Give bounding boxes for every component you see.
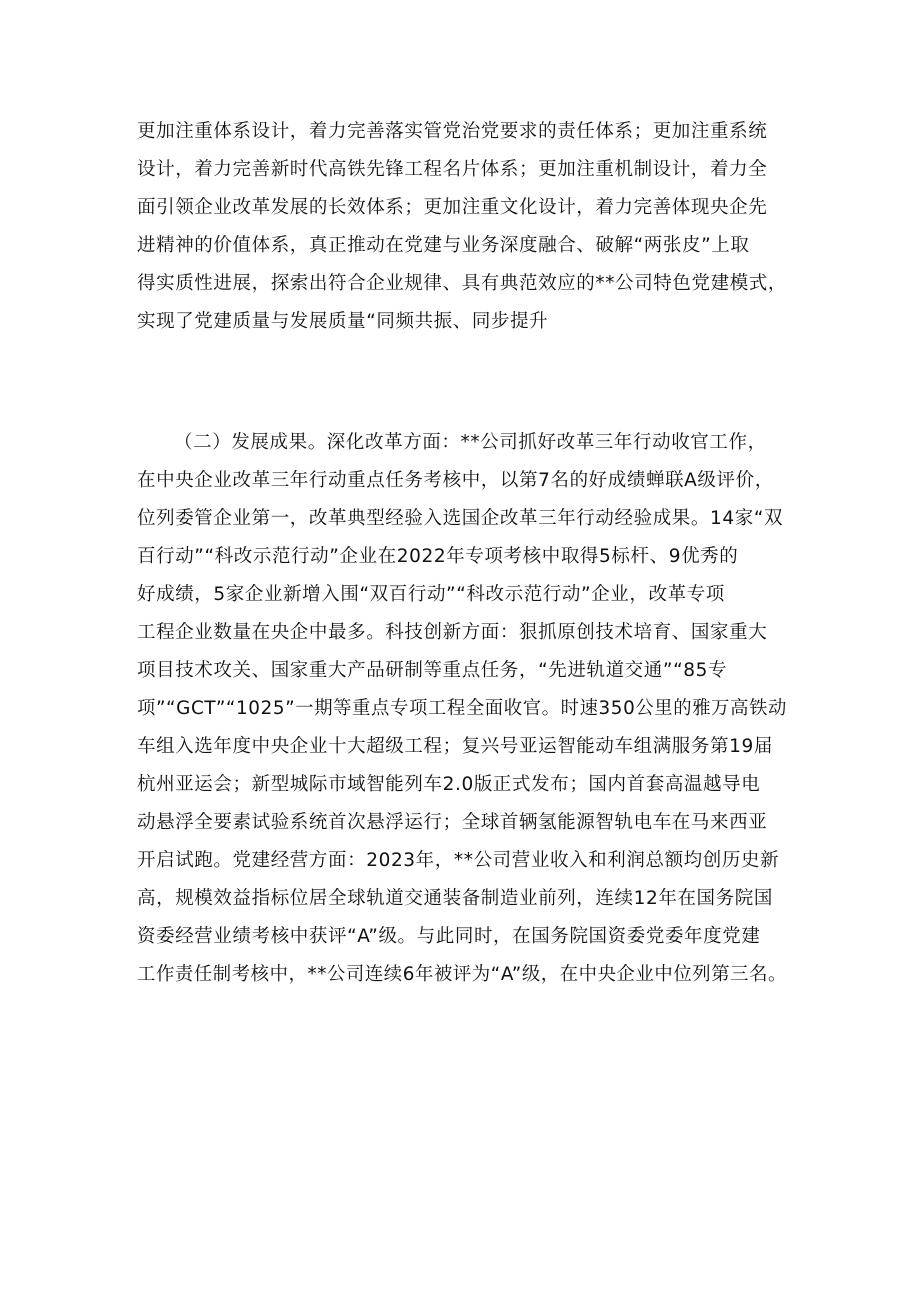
- text-line: 车组入选年度中央企业十大超级工程；复兴号亚运智能动车组满服务第19届: [137, 736, 773, 757]
- text-line: 位列委管企业第一，改革典型经验入选国企改革三年行动经验成果。14家“双: [137, 508, 784, 529]
- text-line: 动悬浮全要素试验系统首次悬浮运行；全球首辆氢能源智轨电车在马来西亚: [137, 812, 768, 833]
- text-line: 更加注重体系设计，着力完善落实管党治党要求的责任体系；更加注重系统: [137, 121, 768, 142]
- text-line: 在中央企业改革三年行动重点任务考核中，以第7名的好成绩蝉联A级评价，: [137, 470, 774, 491]
- text-line: 好成绩，5家企业新增入围“双百行动”“科改示范行动”企业，改革专项: [137, 584, 725, 605]
- text-line: 进精神的价值体系，真正推动在党建与业务深度融合、破解“两张皮”上取: [137, 235, 750, 256]
- text-line: 百行动”“科改示范行动”企业在2022年专项考核中取得5标杆、9优秀的: [137, 546, 739, 567]
- text-line: 工作责任制考核中，**公司连续6年被评为“A”级，在中央企业中位列第三名。: [137, 964, 787, 985]
- text-line: 资委经营业绩考核中获评“A”级。与此同时，在国务院国资委党委年度党建: [137, 926, 761, 947]
- text-line: 杭州亚运会；新型城际市域智能列车2.0版正式发布；国内首套高温越导电: [137, 774, 761, 795]
- text-line: 得实质性进展，探索出符合企业规律、具有典范效应的**公司特色党建模式，: [137, 273, 787, 294]
- text-line: 设计，着力完善新时代高铁先锋工程名片体系；更加注重机制设计，着力全: [137, 159, 768, 180]
- text-line: 项目技术攻关、国家重大产品研制等重点任务，“先进轨道交通”“85专: [137, 660, 728, 681]
- text-line: 高，规模效益指标位居全球轨道交通装备制造业前列，连续12年在国务院国: [137, 888, 773, 909]
- paragraph-party-building-system: [137, 113, 787, 341]
- text-line-indented: （二）发展成果。深化改革方面：**公司抓好改革三年行动收官工作，: [174, 432, 767, 453]
- text-line: 面引领企业改革发展的长效体系；更加注重文化设计，着力完善体现央企先: [137, 197, 768, 218]
- text-line: 实现了党建质量与发展质量“同频共振、同步提升: [137, 311, 549, 332]
- text-line: 工程企业数量在央企中最多。科技创新方面：狠抓原创技术培育、国家重大: [137, 622, 768, 643]
- paragraph-development-results: [137, 424, 787, 994]
- text-line: 开启试跑。党建经营方面：2023年，**公司营业收入和利润总额均创历史新: [137, 850, 780, 871]
- text-line: 项”“GCT”“1025”一期等重点专项工程全面收官。时速350公里的雅万高铁动: [137, 698, 787, 719]
